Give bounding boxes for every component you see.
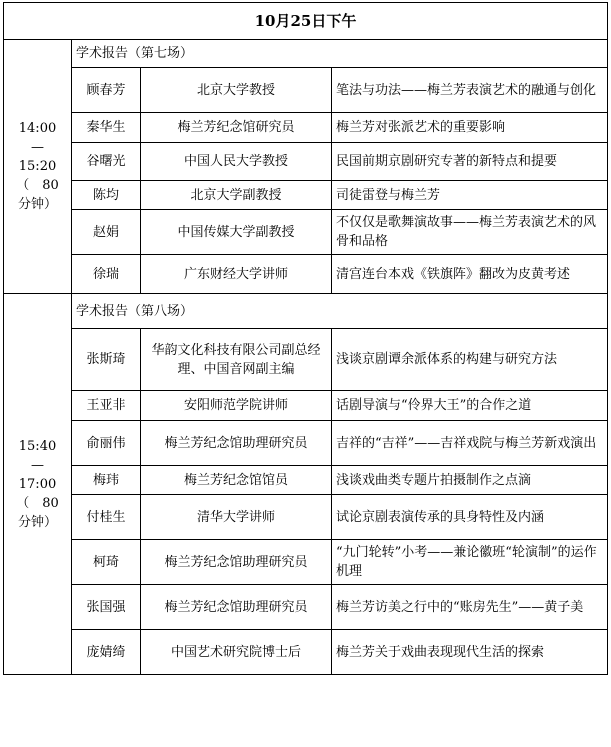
speaker-name: 张国强: [72, 585, 141, 630]
talk-topic: 梅兰芳访美之行中的“账房先生”——黄子美: [332, 585, 608, 630]
table-row: [4, 585, 608, 630]
speaker-name: 陈均: [72, 181, 141, 210]
speaker-name: 柯琦: [72, 540, 141, 585]
speaker-affiliation: 北京大学副教授: [141, 181, 332, 210]
speaker-affiliation: 中国艺术研究院博士后: [141, 630, 332, 675]
table-row: [4, 630, 608, 675]
speaker-name: 王亚非: [72, 391, 141, 421]
table-row: [4, 421, 608, 466]
speaker-name: 顾春芳: [72, 68, 141, 113]
time-line: 分钟）: [17, 514, 57, 530]
speaker-affiliation: 梅兰芳纪念馆助理研究员: [141, 585, 332, 630]
schedule-title: 10月25日下午: [4, 3, 608, 40]
speaker-affiliation: 中国人民大学教授: [141, 143, 332, 181]
time-line: 15:40: [18, 438, 57, 454]
time-line: 分钟）: [17, 197, 57, 212]
time-line: 14:00: [18, 121, 57, 136]
talk-topic: 清宫连台本戏《铁旗阵》翻改为皮黄考述: [332, 255, 608, 294]
session-title: 学术报告（第七场）: [72, 40, 608, 68]
table-row: [4, 466, 608, 495]
talk-topic: 试论京剧表演传承的具身特性及内涵: [332, 495, 608, 540]
speaker-affiliation: 中国传媒大学副教授: [141, 210, 332, 255]
session-row: [4, 294, 608, 329]
talk-topic: 民国前期京剧研究专著的新特点和提要: [332, 143, 608, 181]
speaker-name: 梅玮: [72, 466, 141, 495]
time-slot: [4, 40, 72, 294]
speaker-affiliation: 清华大学讲师: [141, 495, 332, 540]
table-row: [4, 540, 608, 585]
time-line: —: [31, 457, 44, 473]
time-line: （ 80: [16, 178, 59, 193]
time-line: —: [31, 140, 44, 155]
talk-topic: 吉祥的“吉祥”——吉祥戏院与梅兰芳新戏演出: [332, 421, 608, 466]
table-row: [4, 181, 608, 210]
talk-topic: 浅谈京剧谭余派体系的构建与研究方法: [332, 329, 608, 391]
table-row: [4, 143, 608, 181]
talk-topic: 梅兰芳对张派艺术的重要影响: [332, 113, 608, 143]
talk-topic: “九门轮转”小考——兼论徽班“轮演制”的运作机理: [332, 540, 608, 585]
speaker-name: 俞丽伟: [72, 421, 141, 466]
talk-topic: 话剧导演与“伶界大王”的合作之道: [332, 391, 608, 421]
table-row: [4, 391, 608, 421]
table-row: [4, 495, 608, 540]
speaker-name: 秦华生: [72, 113, 141, 143]
speaker-affiliation: 华韵文化科技有限公司副总经理、中国音网副主编: [141, 329, 332, 391]
time-line: （ 80: [16, 495, 59, 511]
speaker-affiliation: 北京大学教授: [141, 68, 332, 113]
speaker-affiliation: 梅兰芳纪念馆助理研究员: [141, 421, 332, 466]
talk-topic: 浅谈戏曲类专题片拍摄制作之点滴: [332, 466, 608, 495]
speaker-name: 谷曙光: [72, 143, 141, 181]
talk-topic: 梅兰芳关于戏曲表现现代生活的探索: [332, 630, 608, 675]
talk-topic: 笔法与功法——梅兰芳表演艺术的融通与创化: [332, 68, 608, 113]
table-row: [4, 255, 608, 294]
time-slot: [4, 294, 72, 675]
speaker-name: 庞婧绮: [72, 630, 141, 675]
speaker-affiliation: 安阳师范学院讲师: [141, 391, 332, 421]
table-row: [4, 329, 608, 391]
speaker-affiliation: 广东财经大学讲师: [141, 255, 332, 294]
speaker-affiliation: 梅兰芳纪念馆馆员: [141, 466, 332, 495]
talk-topic: 不仅仅是歌舞演故事——梅兰芳表演艺术的风骨和品格: [332, 210, 608, 255]
session-row: [4, 40, 608, 68]
table-row: [4, 68, 608, 113]
speaker-name: 张斯琦: [72, 329, 141, 391]
talk-topic: 司徒雷登与梅兰芳: [332, 181, 608, 210]
time-line: 15:20: [18, 159, 57, 174]
speaker-affiliation: 梅兰芳纪念馆研究员: [141, 113, 332, 143]
time-line: 17:00: [18, 476, 57, 492]
title-row: [4, 3, 608, 40]
session-title: 学术报告（第八场）: [72, 294, 608, 329]
speaker-name: 徐瑞: [72, 255, 141, 294]
speaker-affiliation: 梅兰芳纪念馆助理研究员: [141, 540, 332, 585]
schedule-table: [3, 2, 608, 675]
speaker-name: 付桂生: [72, 495, 141, 540]
table-row: [4, 210, 608, 255]
speaker-name: 赵娟: [72, 210, 141, 255]
table-row: [4, 113, 608, 143]
